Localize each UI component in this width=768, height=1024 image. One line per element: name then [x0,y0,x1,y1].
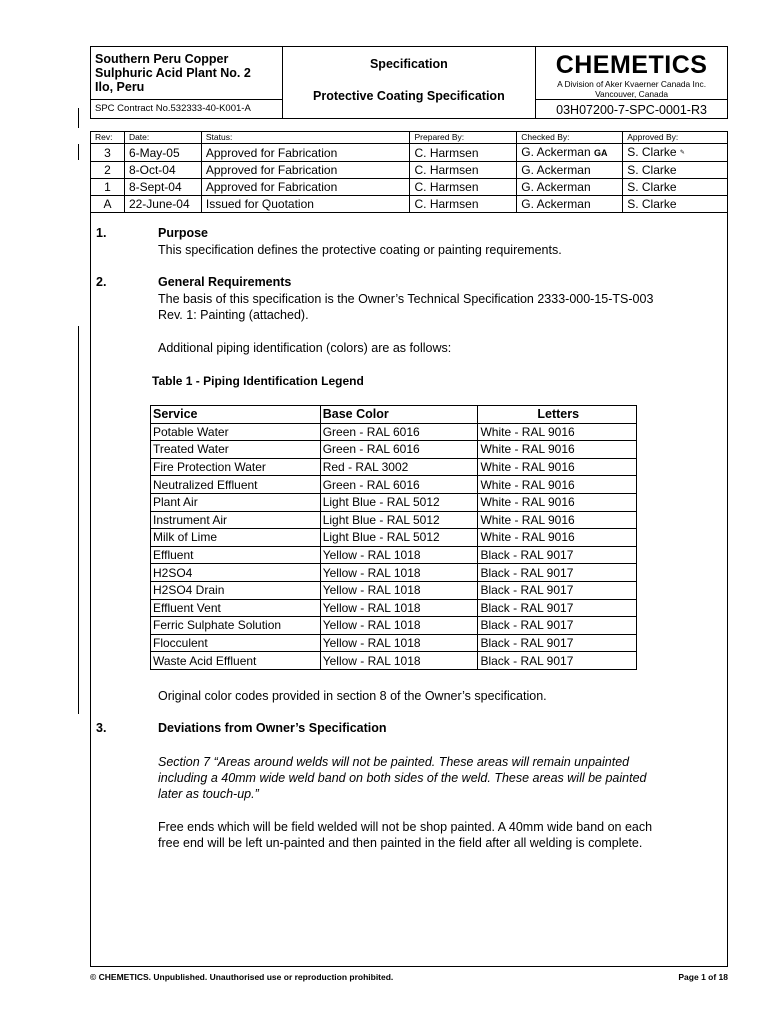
table-row [151,652,637,670]
rev-approved: S. Clarke [623,179,728,196]
service-cell: Treated Water [151,441,321,459]
table-row [151,423,637,441]
base-color-cell: Yellow - RAL 1018 [320,652,478,670]
column-header: Base Color [320,406,478,424]
column-header: Date: [124,132,201,144]
table-row [151,441,637,459]
service-cell: Flocculent [151,634,321,652]
section-text [158,291,718,323]
letters-cell: White - RAL 9016 [478,511,637,529]
rev-prepared: C. Harmsen [410,162,517,179]
footer-copyright: © CHEMETICS. Unpublished. Unauthorised use or reproduction prohibited. [90,972,394,982]
column-header: Rev: [91,132,125,144]
rev-prepared: C. Harmsen [410,144,517,162]
table-row [151,476,637,494]
base-color-cell: Light Blue - RAL 5012 [320,493,478,511]
column-header: Approved By: [623,132,728,144]
revision-bar [78,144,79,160]
text-line: free end will be left un-painted and then painted in the field after all welding is complete. [158,836,643,850]
table-header-row [151,406,637,424]
client-block [91,47,283,100]
letters-cell: White - RAL 9016 [478,423,637,441]
text-line: Rev. 1: Painting (attached). [158,308,309,322]
spec-title: Protective Coating Specification [313,89,505,103]
service-cell: Instrument Air [151,511,321,529]
column-header: Prepared By: [410,132,517,144]
service-cell: Effluent [151,546,321,564]
spec-label: Specification [369,57,448,71]
letters-cell: Black - RAL 9017 [478,581,637,599]
column-header: Letters [478,406,637,424]
text-line: including a 40mm wide weld band on both sides of the weld. These areas will be painted [158,771,647,785]
table-row [151,529,637,547]
rev-checked: G. Ackerman [517,196,623,213]
table-caption: Table 1 - Piping Identification Legend [152,374,364,388]
base-color-cell: Yellow - RAL 1018 [320,564,478,582]
section-number: 2. [96,275,107,289]
client-line: Ilo, Peru [95,80,145,94]
company-logo: CHEMETICS [555,51,708,79]
service-cell: Fire Protection Water [151,458,321,476]
service-cell: Plant Air [151,493,321,511]
rev-date: 8-Oct-04 [124,162,201,179]
table-row [151,581,637,599]
service-cell: Potable Water [151,423,321,441]
table-row [151,617,637,635]
base-color-cell: Green - RAL 6016 [320,441,478,459]
letters-cell: White - RAL 9016 [478,529,637,547]
base-color-cell: Yellow - RAL 1018 [320,617,478,635]
document-header [90,46,728,119]
section-number: 1. [96,226,107,240]
rev-prepared: C. Harmsen [410,196,517,213]
section-title: Purpose [158,226,209,240]
rev-status: Approved for Fabrication [201,144,410,162]
client-line: Sulphuric Acid Plant No. 2 [95,66,251,80]
letters-cell: Black - RAL 9017 [478,599,637,617]
table-row [151,493,637,511]
letters-cell: Black - RAL 9017 [478,634,637,652]
text-line: later as touch-up.” [158,787,259,801]
footer-page-number: Page 1 of 18 [678,972,728,982]
client-line: Southern Peru Copper [95,52,229,66]
base-color-cell: Yellow - RAL 1018 [320,599,478,617]
section-title: General Requirements [158,275,292,289]
rev-status: Approved for Fabrication [201,179,410,196]
piping-identification-table [150,405,637,670]
column-header: Checked By: [517,132,623,144]
column-header: Service [151,406,321,424]
rev-number: A [91,196,125,213]
company-block [536,47,728,100]
base-color-cell: Red - RAL 3002 [320,458,478,476]
rev-date: 22-June-04 [124,196,201,213]
service-cell: Effluent Vent [151,599,321,617]
section-title: Deviations from Owner’s Specification [158,721,387,735]
base-color-cell: Light Blue - RAL 5012 [320,511,478,529]
base-color-cell: Yellow - RAL 1018 [320,581,478,599]
base-color-cell: Green - RAL 6016 [320,423,478,441]
revision-header-row [91,132,728,144]
letters-cell: Black - RAL 9017 [478,652,637,670]
service-cell: Ferric Sulphate Solution [151,617,321,635]
rev-approved [623,144,728,162]
service-cell: Milk of Lime [151,529,321,547]
rev-status: Approved for Fabrication [201,162,410,179]
rev-status: Issued for Quotation [201,196,410,213]
revision-table [90,131,728,213]
rev-prepared: C. Harmsen [410,179,517,196]
rev-number: 1 [91,179,125,196]
revision-row [91,196,728,213]
revision-bar [78,326,79,714]
rev-date: 8-Sept-04 [124,179,201,196]
approved-name: S. Clarke [627,145,677,160]
frame-right-border [727,131,728,967]
table-row [151,634,637,652]
base-color-cell: Yellow - RAL 1018 [320,634,478,652]
table-row [151,511,637,529]
rev-approved: S. Clarke [623,162,728,179]
service-cell: Neutralized Effluent [151,476,321,494]
rev-checked: G. Ackerman [517,179,623,196]
rev-checked: G. Ackerman [517,162,623,179]
section-quote [158,754,718,802]
letters-cell: White - RAL 9016 [478,441,637,459]
rev-number: 3 [91,144,125,162]
rev-date: 6-May-05 [124,144,201,162]
service-cell: H2SO4 Drain [151,581,321,599]
letters-cell: Black - RAL 9017 [478,564,637,582]
base-color-cell: Light Blue - RAL 5012 [320,529,478,547]
letters-cell: Black - RAL 9017 [478,617,637,635]
revision-row [91,162,728,179]
document-number: 03H07200-7-SPC-0001-R3 [536,100,728,119]
rev-approved: S. Clarke [623,196,728,213]
column-header: Status: [201,132,410,144]
revision-row [91,179,728,196]
service-cell: H2SO4 [151,564,321,582]
division-text: A Division of Aker Kvaerner Canada Inc. [557,79,707,89]
section-number: 3. [96,721,107,735]
checked-name: G. Ackerman [521,145,591,159]
rev-number: 2 [91,162,125,179]
letters-cell: White - RAL 9016 [478,493,637,511]
base-color-cell: Yellow - RAL 1018 [320,546,478,564]
base-color-cell: Green - RAL 6016 [320,476,478,494]
text-line: Free ends which will be field welded will not be shop painted. A 40mm wide band on each [158,820,653,834]
letters-cell: White - RAL 9016 [478,458,637,476]
table-row [151,546,637,564]
checked-signature: GA [593,148,608,158]
revision-row [91,144,728,162]
frame-bottom-border [90,966,728,967]
letters-cell: White - RAL 9016 [478,476,637,494]
division-text: Vancouver, Canada [595,89,669,99]
section-text: Additional piping identification (colors) are as follows: [158,341,452,355]
table-row [151,458,637,476]
letters-cell: Black - RAL 9017 [478,546,637,564]
table-row [151,564,637,582]
text-line: Section 7 “Areas around welds will not be painted. These areas will remain unpainted [158,755,630,769]
spec-title-block [282,47,535,119]
rev-checked [517,144,623,162]
section-text [158,819,718,851]
signature-stamp-icon: ✎ [679,149,685,156]
contract-number: SPC Contract No.532333-40-K001-A [91,100,283,119]
service-cell: Waste Acid Effluent [151,652,321,670]
section-text: This specification defines the protective coating or painting requirements. [158,243,562,257]
table-row [151,599,637,617]
text-line: The basis of this specification is the Owner’s Technical Specification 2333-000-15-TS-003 [158,292,654,306]
frame-left-border [90,131,91,967]
section-text: Original color codes provided in section 8 of the Owner’s specification. [158,689,547,703]
revision-bar [78,108,79,128]
